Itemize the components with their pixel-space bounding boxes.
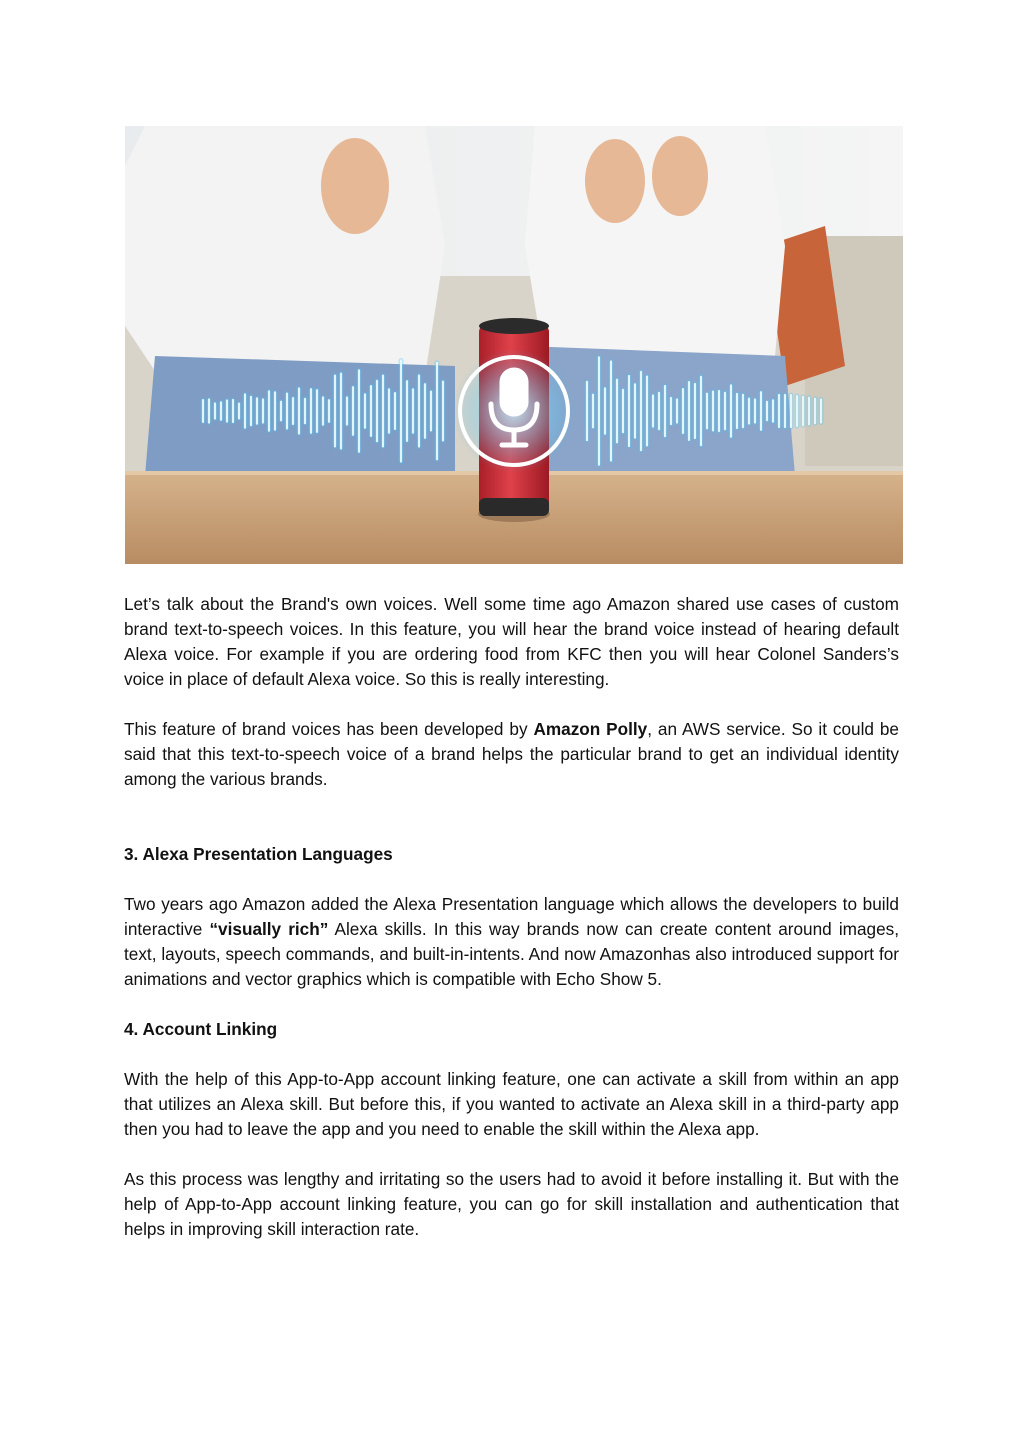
paragraph-text: , an AWS service. So it could be said that this text-to-speech voice of a brand helps the particular brand to get an individual identity among the various brands.: [124, 719, 899, 789]
paragraph-installation: As this process was lengthy and irritating so the users had to avoid it before installing it. But with the help of App-to-App account linking feature, you can go for skill installation and authentication that helps in improving skill interaction rate.: [124, 1169, 899, 1239]
paragraph-brand-voices: Let’s talk about the Brand's own voices. Well some time ago Amazon shared use cases of custom brand text-to-speech voices. In this feature, you will hear the brand voice instead of hearing default Alexa voice. For example if you are ordering food from KFC then you will hear Colonel Sanders’s voice in place of default Alexa voice. So this is really interesting.: [124, 594, 899, 689]
section-heading-account-linking: 4. Account Linking: [124, 1019, 278, 1039]
bold-term: “visually rich”: [209, 919, 329, 939]
hero-image: [125, 126, 903, 564]
paragraph-app-to-app: With the help of this App-to-App account linking feature, one can activate a skill from within an app that utilizes an Alexa skill. But before this, if you wanted to activate an Alexa skill in a third-party app then you had to leave the app and you need to enable the skill within the Alexa app.: [124, 1069, 899, 1139]
paragraph-apl: [124, 892, 899, 992]
article-body: [124, 592, 899, 1242]
voice-assistant-photo: [125, 126, 903, 564]
bold-term: Amazon Polly: [533, 719, 648, 739]
section-heading-alexa-presentation: 3. Alexa Presentation Languages: [124, 844, 393, 864]
paragraph-amazon-polly: [124, 717, 899, 792]
paragraph-text: Alexa skills. In this way brands now can create content around images, text, layouts, speech commands, and built-in-intents. And now Amazonhas also introduced support for animations and vector graphics which is compatible with Echo Show 5.: [124, 919, 900, 989]
paragraph-text: Two years ago Amazon added the Alexa Presentation language which allows the developers to build interactive: [124, 894, 899, 939]
paragraph-text: This feature of brand voices has been developed by: [124, 719, 534, 739]
